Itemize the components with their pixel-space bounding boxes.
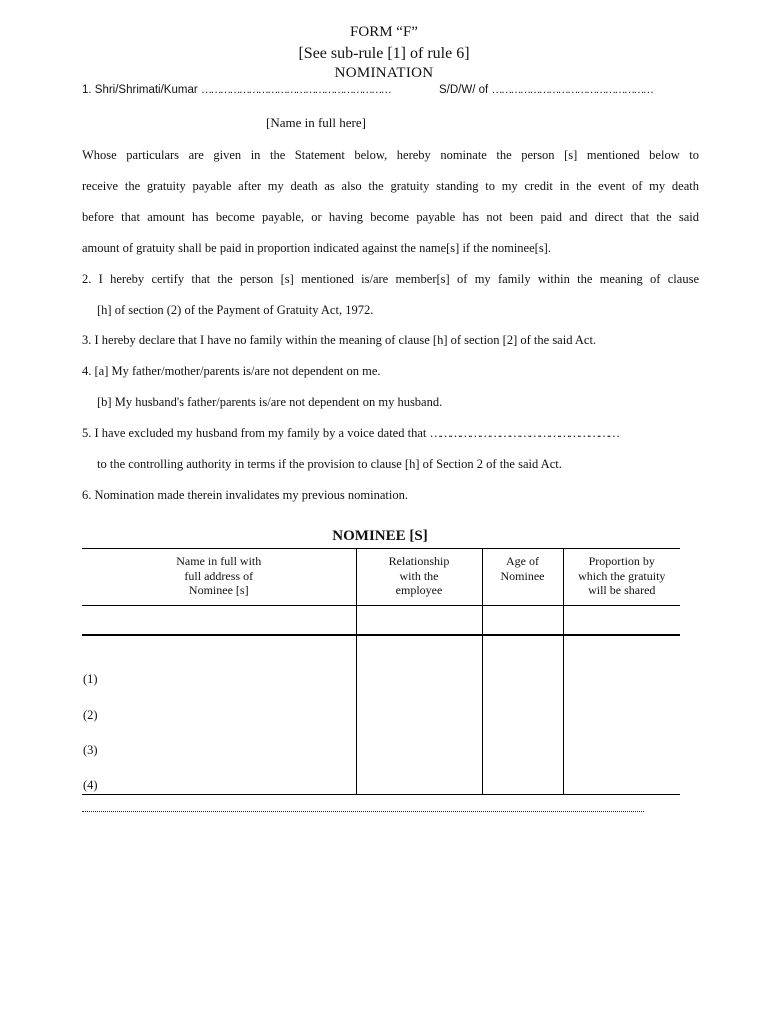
item-3: 3. I hereby declare that I have no family within the meaning of clause [h] of section [2] of the said Act. bbox=[82, 333, 597, 347]
nominee-name-cell[interactable] bbox=[82, 635, 356, 795]
paragraph-line-last: amount of gratuity shall be paid in proportion indicated against the name[s] if the nominee[s]. bbox=[82, 241, 551, 255]
row-number: (3) bbox=[83, 743, 98, 757]
relation-line-label: S/D/W/ of bbox=[439, 84, 489, 96]
item-5-text: 5. I have excluded my husband from my family by a voice dated that bbox=[82, 426, 427, 440]
nominee-heading: NOMINEE [S] bbox=[332, 528, 428, 544]
relationship-cell[interactable] bbox=[356, 635, 482, 795]
exclusion-date-blank[interactable]: ………………………………………………… bbox=[429, 426, 618, 440]
paragraph-line: before that amount has become payable, or having become payable has not been paid and direct that the said bbox=[82, 210, 699, 224]
name-line bbox=[82, 84, 390, 96]
relation-blank[interactable]: …………………………………………… bbox=[491, 84, 653, 96]
sub-rule-reference: [See sub-rule [1] of rule 6] bbox=[298, 45, 470, 62]
column-header-age: Age of Nominee bbox=[482, 549, 563, 606]
dotted-separator bbox=[82, 807, 644, 812]
name-line-prefix: 1. Shri/Shrimati/Kumar bbox=[82, 84, 198, 96]
item-5-line-1 bbox=[82, 426, 618, 441]
paragraph-line: Whose particulars are given in the Statement below, hereby nominate the person [s] mentioned below to bbox=[82, 148, 699, 162]
row-number: (2) bbox=[83, 708, 98, 722]
item-2-line-1: 2. I hereby certify that the person [s] mentioned is/are member[s] of my family within the meaning of clause bbox=[82, 272, 699, 286]
nominee-table-header bbox=[82, 549, 680, 606]
column-header-name-address: Name in full with full address of Nominee [s] bbox=[82, 549, 356, 606]
form-title: FORM “F” bbox=[350, 24, 418, 40]
relation-line bbox=[439, 84, 652, 96]
nominee-table-spacer-row bbox=[82, 606, 680, 636]
column-header-proportion: Proportion by which the gratuity will be shared bbox=[563, 549, 680, 606]
name-blank[interactable]: …………………………………………………… bbox=[200, 84, 390, 96]
form-name: NOMINATION bbox=[334, 65, 434, 81]
row-number: (1) bbox=[83, 672, 98, 686]
proportion-cell[interactable] bbox=[563, 635, 680, 795]
row-number: (4) bbox=[83, 778, 98, 792]
item-4b: [b] My husband's father/parents is/are not dependent on my husband. bbox=[97, 395, 443, 409]
column-header-relationship: Relationship with the employee bbox=[356, 549, 482, 606]
item-6: 6. Nomination made therein invalidates my previous nomination. bbox=[82, 488, 408, 502]
item-4a: 4. [a] My father/mother/parents is/are not dependent on me. bbox=[82, 364, 381, 378]
age-cell[interactable] bbox=[482, 635, 563, 795]
item-5-line-2: to the controlling authority in terms if the provision to clause [h] of Section 2 of the said Act. bbox=[97, 457, 562, 471]
name-hint: [Name in full here] bbox=[266, 115, 366, 130]
nominee-table bbox=[82, 548, 680, 795]
paragraph-line: receive the gratuity payable after my death as also the gratuity standing to my credit in the event of my death bbox=[82, 179, 699, 193]
nominee-table-body bbox=[82, 635, 680, 795]
item-2-line-2: [h] of section (2) of the Payment of Gratuity Act, 1972. bbox=[97, 303, 374, 317]
